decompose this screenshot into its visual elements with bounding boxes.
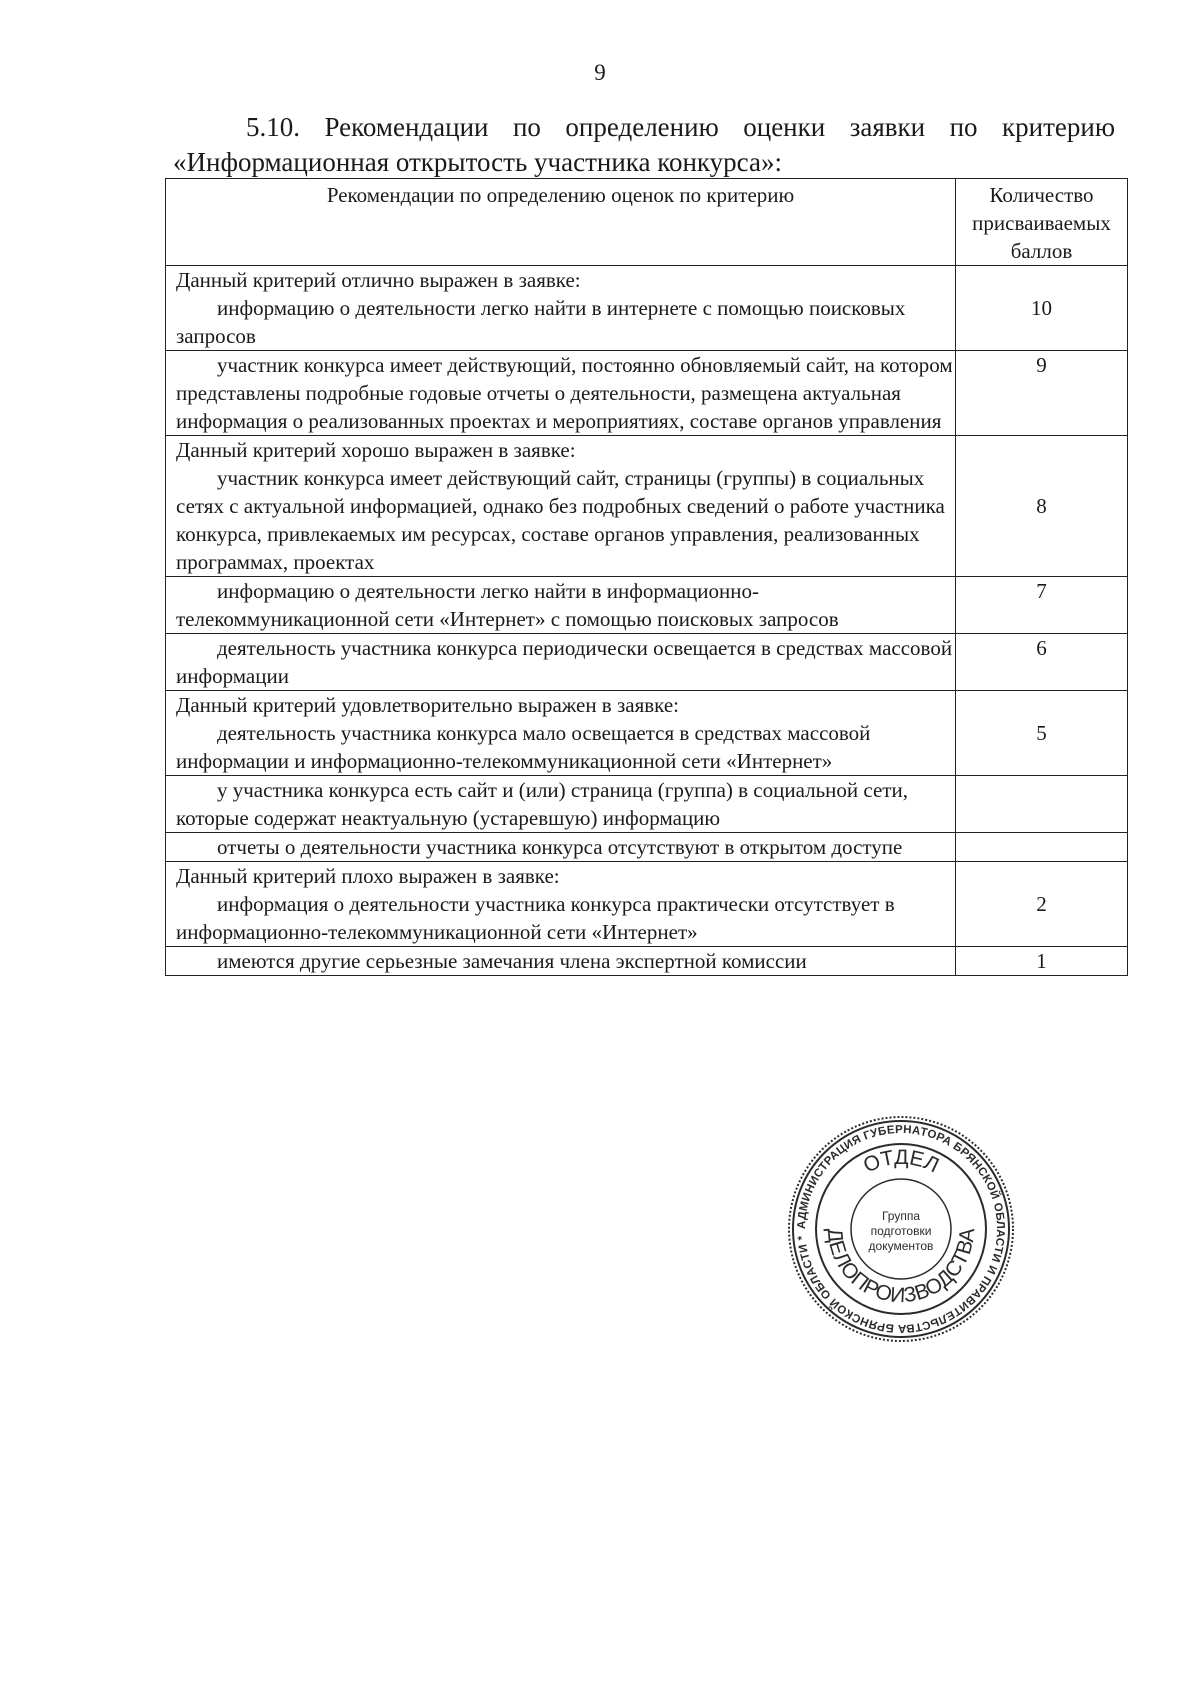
recommendation-text: информация о деятельности участника конкурса практически отсутствует в информационно-телекоммуникационной сети «Интернет» bbox=[176, 892, 895, 944]
recommendation-text: информацию о деятельности легко найти в информационно-телекоммуникационной сети «Интернет» с помощью поисковых запросов bbox=[176, 579, 839, 631]
score-cell bbox=[956, 776, 1128, 833]
recommendation-cell bbox=[166, 776, 956, 833]
recommendation-cell bbox=[166, 351, 956, 436]
criterion-group-heading: Данный критерий хорошо выражен в заявке: bbox=[176, 438, 576, 462]
table-body bbox=[166, 266, 1128, 976]
criterion-group-heading: Данный критерий удовлетворительно выражен в заявке: bbox=[176, 693, 679, 717]
score-cell: 2 bbox=[956, 862, 1128, 947]
recommendation-cell bbox=[166, 436, 956, 577]
stamp-inner-bottom: ДЕЛОПРОИЗВОДСТВА bbox=[822, 1227, 980, 1308]
stamp-inner-top: ОТДЕЛ bbox=[859, 1145, 943, 1178]
stamp-seal bbox=[786, 1114, 1016, 1344]
recommendation-cell bbox=[166, 634, 956, 691]
recommendation-text: отчеты о деятельности участника конкурса отсутствуют в открытом доступе bbox=[217, 835, 903, 859]
table-row bbox=[166, 691, 1128, 776]
table-row bbox=[166, 862, 1128, 947]
criterion-group-heading: Данный критерий отлично выражен в заявке: bbox=[176, 268, 581, 292]
section-heading bbox=[173, 110, 1115, 180]
score-cell bbox=[956, 833, 1128, 862]
recommendation-cell bbox=[166, 947, 956, 976]
recommendation-text: имеются другие серьезные замечания члена экспертной комиссии bbox=[217, 949, 807, 973]
table-row bbox=[166, 947, 1128, 976]
table-row bbox=[166, 833, 1128, 862]
score-cell: 7 bbox=[956, 577, 1128, 634]
section-heading-line-2: «Информационная открытость участника конкурса»: bbox=[173, 147, 782, 177]
table-row bbox=[166, 351, 1128, 436]
table-row bbox=[166, 776, 1128, 833]
table-row bbox=[166, 577, 1128, 634]
stamp-center-line-2: подготовки bbox=[870, 1224, 932, 1238]
table-row bbox=[166, 266, 1128, 351]
recommendation-cell bbox=[166, 691, 956, 776]
recommendation-cell bbox=[166, 577, 956, 634]
header-recommendation: Рекомендации по определению оценок по критерию bbox=[166, 179, 956, 266]
recommendation-text: деятельность участника конкурса мало освещается в средствах массовой информации и информационно-телекоммуникационной сети «Интернет» bbox=[176, 721, 871, 773]
criterion-group-heading: Данный критерий плохо выражен в заявке: bbox=[176, 864, 560, 888]
recommendation-cell bbox=[166, 266, 956, 351]
score-cell: 8 bbox=[956, 436, 1128, 577]
recommendation-cell bbox=[166, 862, 956, 947]
recommendation-cell bbox=[166, 833, 956, 862]
stamp-center-line-3: документов bbox=[868, 1239, 934, 1253]
score-cell: 6 bbox=[956, 634, 1128, 691]
recommendation-text: информацию о деятельности легко найти в интернете с помощью поисковых запросов bbox=[176, 296, 906, 348]
recommendation-text: участник конкурса имеет действующий, постоянно обновляемый сайт, на котором представлены подробные годовые отчеты о деятельности, размещена актуальная информация о реализованных проектах и мероприятиях, составе органов управления bbox=[176, 353, 953, 433]
stamp-center-line-1: Группа bbox=[881, 1209, 921, 1223]
score-cell: 1 bbox=[956, 947, 1128, 976]
recommendation-text: у участника конкурса есть сайт и (или) страница (группа) в социальной сети, которые содержат неактуальную (устаревшую) информацию bbox=[176, 778, 908, 830]
table-row bbox=[166, 436, 1128, 577]
page-number: 9 bbox=[594, 60, 606, 85]
recommendation-text: участник конкурса имеет действующий сайт, страницы (группы) в социальных сетях с актуальной информацией, однако без подробных сведений о работе участника конкурса, привлекаемых им ресурсах, составе органов управления, реализованных программах, проектах bbox=[176, 466, 945, 574]
official-stamp bbox=[786, 1114, 1016, 1344]
header-score: Количество присваиваемых баллов bbox=[956, 179, 1128, 266]
section-heading-line-1: 5.10. Рекомендации по определению оценки заявки по критерию bbox=[246, 112, 1115, 142]
recommendation-text: деятельность участника конкурса периодически освещается в средствах массовой информации bbox=[176, 636, 953, 688]
stamp-outer-text: АДМИНИСТРАЦИЯ ГУБЕРНАТОРА БРЯНСКОЙ ОБЛАСТИ И ПРАВИТЕЛЬСТВА БРЯНСКОЙ ОБЛАСТИ * bbox=[795, 1123, 1007, 1335]
svg-text:ОТДЕЛ bbox=[860, 1146, 942, 1178]
score-cell: 10 bbox=[956, 266, 1128, 351]
table-header-row bbox=[166, 179, 1128, 266]
score-cell: 5 bbox=[956, 691, 1128, 776]
table-row bbox=[166, 634, 1128, 691]
criteria-table bbox=[165, 178, 1128, 976]
score-cell: 9 bbox=[956, 351, 1128, 436]
